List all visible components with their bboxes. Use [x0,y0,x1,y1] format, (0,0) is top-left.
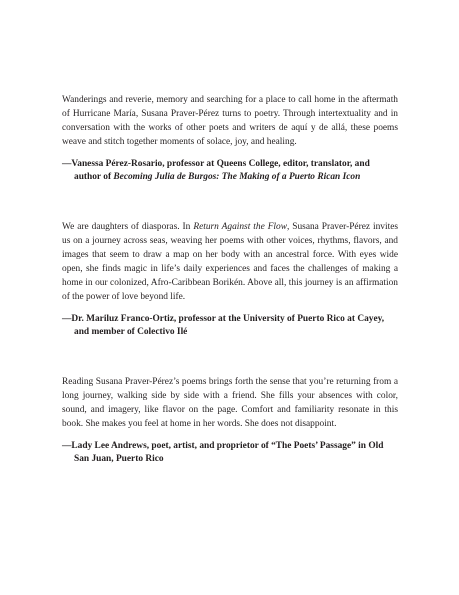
quote-book-title: Return Against the Flow [193,222,287,232]
blurb-andrews [62,375,398,466]
blurb-franco-ortiz [62,220,398,339]
attribution-text: —Dr. Mariluz Franco-Ortiz, professor at the University of Puerto Rico at Cayey, and member of Colectivo Ilé [62,314,385,337]
blurb-attribution [62,440,398,466]
quote-text: Wanderings and reverie, memory and searching for a place to call home in the aftermath of Hurricane María, Susana Praver-Pérez turns to poetry. Through intertextuality and in conversation with the works of other poets and writers de aquí y de allá, these poems weave and stitch together moments of solace, joy, and healing. [62,95,398,147]
praise-page [62,93,398,502]
blurb-quote [62,220,398,304]
blurb-quote [62,375,398,431]
quote-text-start: We are daughters of diasporas. In [62,222,194,232]
blurb-attribution [62,158,398,184]
attribution-book-title: Becoming Julia de Burgos: The Making of a Puerto Rican Icon [113,172,361,182]
attribution-text: —Vanessa Pérez-Rosario, professor at Queens College, editor, translator, and author of [62,159,370,182]
blurb-attribution [62,313,398,339]
quote-text-end: , Susana Praver-Pérez invites us on a journey across seas, weaving her poems with other voices, rhythms, flavors, and images that seem to draw a map on her body with an ancestral force. With eyes wide open, she finds magic in life’s daily experiences and faces the challenges of making a home in our colonized, Afro-Caribbean Borikén. Above all, this journey is an affirmation of the power of love beyond life. [62,222,398,302]
attribution-text: —Lady Lee Andrews, poet, artist, and proprietor of “The Poets’ Passage” in Old San Juan, Puerto Rico [62,441,384,464]
blurb-perez-rosario [62,93,398,184]
quote-text: Reading Susana Praver-Pérez’s poems brings forth the sense that you’re returning from a long journey, walking side by side with a friend. She fills your absences with color, sound, and imagery, like flavor on the page. Comfort and familiarity resonate in this book. She makes you feel at home in her words. She does not disappoint. [62,377,398,429]
blurb-quote [62,93,398,149]
